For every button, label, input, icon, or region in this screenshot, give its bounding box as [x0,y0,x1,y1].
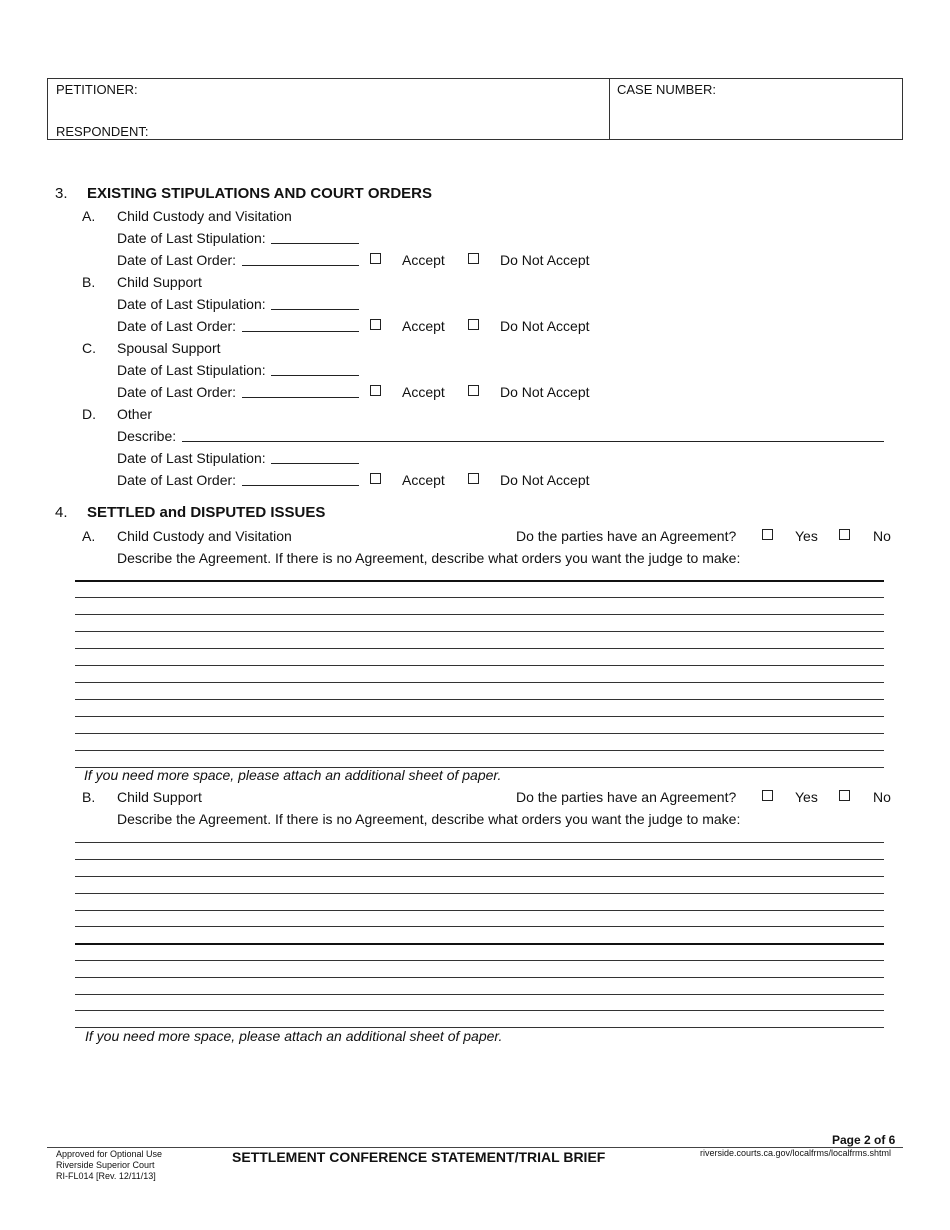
case-number-label: CASE NUMBER: [617,82,716,97]
section4-b-title: Child Support [117,789,202,805]
do-not-accept-label: Do Not Accept [500,384,590,400]
footer-form-id: RI-FL014 [Rev. 12/11/13] [56,1171,156,1181]
stipulation-label: Date of Last Stipulation: [117,450,266,466]
footer-url: riverside.courts.ca.gov/localfrms/localfrms.shtml [700,1148,892,1158]
agreement-question: Do the parties have an Agreement? [516,528,737,544]
caption-box [47,78,903,140]
yes-checkbox[interactable] [762,790,773,801]
no-label: No [873,528,891,544]
no-checkbox[interactable] [839,529,850,540]
describe-agreement-text: Describe the Agreement. If there is no Agreement, describe what orders you want the judge to make: [117,811,741,827]
do-not-accept-checkbox[interactable] [468,385,479,396]
order-label: Date of Last Order: [117,318,237,334]
order-date-field[interactable] [242,397,359,398]
section4-a-title: Child Custody and Visitation [117,528,292,544]
do-not-accept-label: Do Not Accept [500,318,590,334]
accept-label: Accept [402,384,445,400]
section3-d-letter: D. [82,406,96,422]
section3-a-title: Child Custody and Visitation [117,208,292,224]
do-not-accept-label: Do Not Accept [500,252,590,268]
caption-divider [609,79,610,140]
section3-b-title: Child Support [117,274,202,290]
writing-line [75,682,884,683]
footer-title: SETTLEMENT CONFERENCE STATEMENT/TRIAL BRIEF [232,1149,606,1165]
accept-checkbox[interactable] [370,253,381,264]
do-not-accept-checkbox[interactable] [468,253,479,264]
stipulation-date-field[interactable] [271,463,359,464]
section3-a-letter: A. [82,208,96,224]
stipulation-date-field[interactable] [271,309,359,310]
more-space-note: If you need more space, please attach an additional sheet of paper. [84,767,502,783]
accept-label: Accept [402,318,445,334]
writing-line [75,943,884,945]
section3-c-title: Spousal Support [117,340,221,356]
writing-line [75,994,884,995]
stipulation-date-field[interactable] [271,243,359,244]
writing-line [75,893,884,894]
writing-line [75,631,884,632]
section3-b-letter: B. [82,274,96,290]
writing-line [75,876,884,877]
stipulation-date-field[interactable] [271,375,359,376]
more-space-note: If you need more space, please attach an additional sheet of paper. [85,1028,503,1044]
describe-field[interactable] [182,441,884,442]
accept-label: Accept [402,252,445,268]
section4-b-letter: B. [82,789,96,805]
stipulation-label: Date of Last Stipulation: [117,296,266,312]
order-date-field[interactable] [242,485,359,486]
section3-d-title: Other [117,406,153,422]
section4-title: SETTLED and DISPUTED ISSUES [87,504,326,521]
order-date-field[interactable] [242,331,359,332]
accept-checkbox[interactable] [370,385,381,396]
writing-line [75,1010,884,1011]
yes-label: Yes [795,528,818,544]
order-date-field[interactable] [242,265,359,266]
writing-line [75,977,884,978]
writing-line [75,699,884,700]
writing-line [75,926,884,927]
writing-line [75,960,884,961]
writing-line [75,580,884,582]
describe-label: Describe: [117,428,177,444]
order-label: Date of Last Order: [117,384,237,400]
do-not-accept-checkbox[interactable] [468,319,479,330]
writing-line [75,597,884,598]
accept-label: Accept [402,472,445,488]
writing-line [75,750,884,751]
order-label: Date of Last Order: [117,252,237,268]
describe-agreement-text: Describe the Agreement. If there is no Agreement, describe what orders you want the judge to make: [117,550,741,566]
accept-checkbox[interactable] [370,319,381,330]
respondent-label: RESPONDENT: [56,124,149,139]
writing-line [75,842,884,843]
no-label: No [873,789,891,805]
no-checkbox[interactable] [839,790,850,801]
page-number: Page 2 of 6 [832,1133,896,1147]
section3-title: EXISTING STIPULATIONS AND COURT ORDERS [87,185,433,202]
writing-line [75,859,884,860]
writing-line [75,648,884,649]
order-label: Date of Last Order: [117,472,237,488]
writing-line [75,614,884,615]
section4-number: 4. [55,504,68,521]
writing-line [75,716,884,717]
writing-line [75,910,884,911]
section4-a-letter: A. [82,528,96,544]
footer-approved: Approved for Optional Use [56,1149,163,1159]
do-not-accept-label: Do Not Accept [500,472,590,488]
footer-court: Riverside Superior Court [56,1160,155,1170]
section3-number: 3. [55,185,68,202]
petitioner-label: PETITIONER: [56,82,138,97]
do-not-accept-checkbox[interactable] [468,473,479,484]
accept-checkbox[interactable] [370,473,381,484]
writing-line [75,733,884,734]
writing-line [75,665,884,666]
stipulation-label: Date of Last Stipulation: [117,362,266,378]
yes-checkbox[interactable] [762,529,773,540]
yes-label: Yes [795,789,818,805]
agreement-question: Do the parties have an Agreement? [516,789,737,805]
stipulation-label: Date of Last Stipulation: [117,230,266,246]
section3-c-letter: C. [82,340,96,356]
